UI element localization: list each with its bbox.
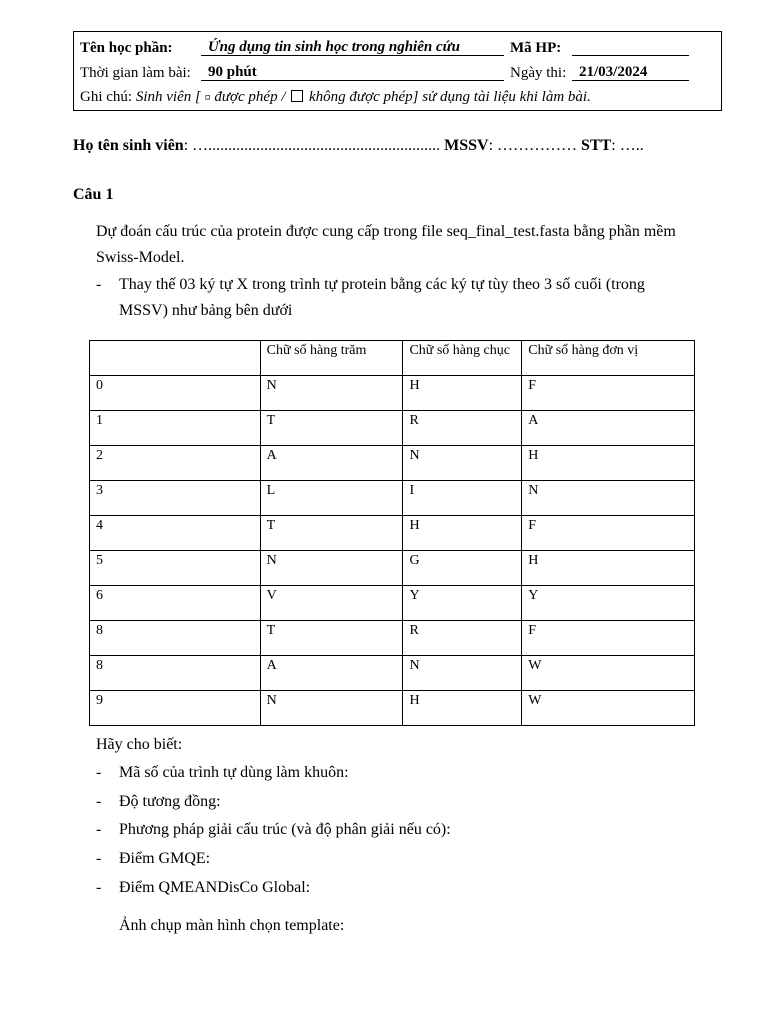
- template-screenshot-label: Ảnh chụp màn hình chọn template:: [119, 917, 345, 934]
- header-row-note: [80, 87, 591, 107]
- instruction-text: Thay thế 03 ký tự X trong trình tự protein bằng các ký tự tùy theo 3 số cuối (trong MSSV) như bảng bên dưới: [119, 276, 645, 319]
- bullet-dash: -: [96, 764, 102, 781]
- table-cell: 6: [90, 586, 261, 621]
- table-cell: W: [522, 691, 695, 726]
- table-cell: A: [260, 446, 403, 481]
- bullet-dash: -: [96, 276, 102, 293]
- exam-date-label: Ngày thi:: [510, 65, 567, 81]
- table-cell: Y: [522, 586, 695, 621]
- table-cell: 2: [90, 446, 261, 481]
- table-cell: L: [260, 481, 403, 516]
- table-header-cell: Chữ số hàng đơn vị: [522, 341, 695, 376]
- table-row: [90, 586, 695, 621]
- answer-item: [96, 875, 696, 901]
- table-cell: N: [522, 481, 695, 516]
- table-cell: A: [522, 411, 695, 446]
- table-cell: N: [260, 376, 403, 411]
- answer-item-label: Điểm QMEANDisCo Global:: [119, 879, 311, 896]
- table-cell: A: [260, 656, 403, 691]
- table-cell: T: [260, 411, 403, 446]
- table-cell: N: [260, 551, 403, 586]
- table-cell: R: [403, 621, 522, 656]
- note-text-start: Sinh viên [: [135, 89, 201, 105]
- stt-blank: : …..: [611, 137, 644, 154]
- table-cell: W: [522, 656, 695, 691]
- table-header-cell: Chữ số hàng chục: [403, 341, 522, 376]
- table-cell: T: [260, 516, 403, 551]
- table-row: [90, 446, 695, 481]
- table-cell: F: [522, 376, 695, 411]
- answer-item: [96, 760, 696, 786]
- note-allowed-option: được phép /: [214, 89, 286, 105]
- table-cell: Y: [403, 586, 522, 621]
- answer-item-label: Phương pháp giải cấu trúc (và độ phân giải nếu có):: [119, 821, 451, 838]
- question-title: Câu 1: [73, 186, 114, 203]
- table-cell: N: [403, 656, 522, 691]
- table-cell: 5: [90, 551, 261, 586]
- bullet-dash: -: [96, 793, 102, 810]
- table-cell: T: [260, 621, 403, 656]
- exam-date-value: 21/03/2024: [572, 63, 689, 81]
- table-cell: H: [403, 691, 522, 726]
- bullet-dash: -: [96, 821, 102, 838]
- table-row: [90, 481, 695, 516]
- answer-item: [96, 817, 696, 843]
- stt-label: STT: [581, 137, 612, 154]
- table-cell: R: [403, 411, 522, 446]
- header-row-time: [80, 63, 720, 83]
- table-cell: N: [260, 691, 403, 726]
- student-name-label: Họ tên sinh viên: [73, 137, 184, 154]
- table-cell: 1: [90, 411, 261, 446]
- course-value: Ứng dụng tin sinh học trong nghiên cứu: [201, 38, 504, 56]
- table-cell: H: [522, 446, 695, 481]
- answers-prompt: Hãy cho biết:: [96, 736, 183, 753]
- table-cell: I: [403, 481, 522, 516]
- exam-header-box: [73, 31, 722, 111]
- answer-item: [96, 846, 696, 872]
- table-row: [90, 551, 695, 586]
- table-cell: 0: [90, 376, 261, 411]
- bullet-dash: -: [96, 879, 102, 896]
- empty-checkbox-icon: [291, 90, 303, 102]
- bullet-dash: -: [96, 850, 102, 867]
- table-header-cell: Chữ số hàng trăm: [260, 341, 403, 376]
- time-label: Thời gian làm bài:: [80, 65, 191, 81]
- table-row: [90, 376, 695, 411]
- table-row: [90, 516, 695, 551]
- table-row: [90, 691, 695, 726]
- answer-item-label: Mã số của trình tự dùng làm khuôn:: [119, 764, 349, 781]
- mssv-label: MSSV: [444, 137, 489, 154]
- instruction-bullet: [96, 272, 696, 324]
- table-cell: H: [403, 376, 522, 411]
- course-code-value: [572, 38, 689, 56]
- table-cell: 3: [90, 481, 261, 516]
- answer-item-label: Điểm GMQE:: [119, 850, 211, 867]
- table-cell: V: [260, 586, 403, 621]
- table-row: [90, 411, 695, 446]
- table-cell: H: [522, 551, 695, 586]
- allowed-mark-icon: ¤: [204, 90, 211, 104]
- table-cell: 9: [90, 691, 261, 726]
- table-cell: H: [403, 516, 522, 551]
- header-row-course: [80, 38, 720, 58]
- table-cell: N: [403, 446, 522, 481]
- note-not-allowed-option: không được phép: [309, 89, 413, 105]
- question-intro: Dự đoán cấu trúc của protein được cung cấp trong file seq_final_test.fasta bằng phần mềm Swiss-Model.: [96, 223, 676, 266]
- answer-item-label: Độ tương đồng:: [119, 793, 221, 810]
- mssv-blank: : ……………: [488, 137, 578, 154]
- answer-item: [96, 789, 696, 815]
- table-cell: F: [522, 621, 695, 656]
- table-cell: 8: [90, 656, 261, 691]
- student-name-blank: : …..........................................................: [183, 137, 441, 154]
- course-code-label: Mã HP:: [510, 40, 562, 56]
- table-row: [90, 656, 695, 691]
- digit-lookup-table: [89, 340, 695, 726]
- time-value: 90 phút: [201, 63, 504, 81]
- course-label: Tên học phần:: [80, 40, 173, 56]
- note-label: Ghi chú:: [80, 89, 133, 105]
- table-cell: G: [403, 551, 522, 586]
- table-header-cell: [90, 341, 261, 376]
- note-text-end: ] sử dụng tài liệu khi làm bài.: [412, 89, 591, 105]
- table-cell: 8: [90, 621, 261, 656]
- student-info-line: [73, 136, 644, 156]
- table-header-row: [90, 341, 695, 376]
- table-cell: 4: [90, 516, 261, 551]
- table-cell: F: [522, 516, 695, 551]
- table-row: [90, 621, 695, 656]
